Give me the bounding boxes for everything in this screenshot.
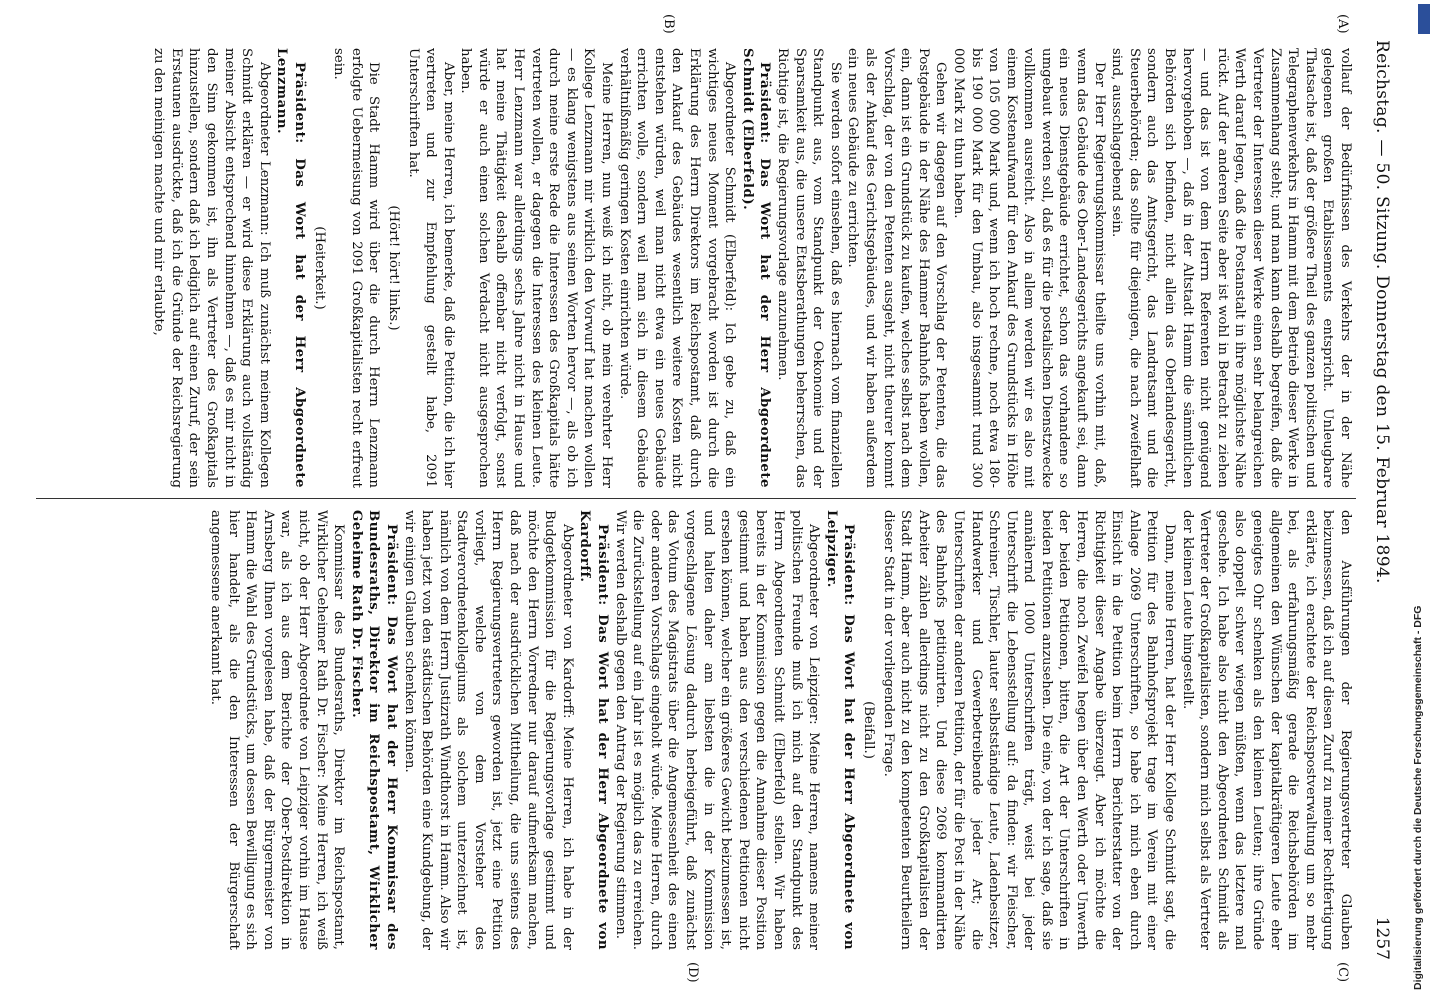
paragraph: Der Herr Regierungskommissar theilte uns vorhin mit, daß, wenn das Gebäude des Ober-Landesgerichts angekauft sei, dann ein neues Dienstgebäude errichtet, schon das vorhandene so umgebaut werden soll, daß es für die postalischen Dienstzwecke vollkommen ausreicht. Also in allem werden wir es also mit einem Kostenaufwand für den Ankauf des Grundstücks in Höhe von 105 000 Mark und, wenn ich hoch rechne, noch etwa 180- bis 190 000 Mark für den Umbau, also insgesammt rund 300 000 Mark zu thun haben. xyxy=(950,48,1107,488)
speaker-line: Präsident: Das Wort hat der Herr Abgeordnete von Kardorff. xyxy=(577,510,611,950)
column-divider xyxy=(36,498,1356,499)
paragraph: Sie werden sofort einsehen, daß es hiernach vom finanziellen Standpunkt aus, vom Standpunkt der Oekonomie und der Sparsamkeit aus, die unsere Etatsberathungen beherrschen, das Richtige ist, die Regierungsvorlage anzunehmen. xyxy=(775,48,843,488)
digitization-credit xyxy=(1410,560,1430,1000)
speaker-line: Präsident: Das Wort hat der Herr Abgeordnete von Leipziger. xyxy=(823,510,857,950)
margin-marker-d: (D) xyxy=(685,962,700,983)
paragraph: Abgeordneter von Leipziger: Meine Herren, namens meiner politischen Freunde muß ich mich auf den Standpunkt des Herrn Abgeordneten Schmidt (Elberfeld) stellen. Wir haben bereits in der Kommission gegen die Annahme dieser Position gestimmt und haben aus den verschiedenen Petitionen nicht ersehen können, welcher ein größeres Gewicht beizumessen ist, und halten daher am liebsten die in der Kommission vorgeschlagene Lösung dadurch herbeigeführt, daß zunächst das Votum des Magistrats über die Angemessenheit des einen oder anderen Vorschlags eingeholt würde. Meine Herren, durch die Zurückstellung auf ein Jahr ist es möglich das zu erreichen. Wir werden deshalb gegen den Antrag der Regierung stimmen. xyxy=(612,510,822,950)
paragraph: Abgeordneter Lenzmann: Ich muß zunächst meinem Kollegen Schmidt erklären — er wird diese Erklärung auch vollständig meiner Absicht entsprechend hinnehmen —, daß es mir nicht in den Sinn gekommen ist, ihn als Vertreter des Großkapitals hinzustellen, sondern daß ich lediglich auf einen Zuruf, der sein Erstaunen ausdrückte, daß ich die Gründe der Reichsregierung zu den meinigen machte und mir erlaubte, xyxy=(151,48,272,488)
margin-marker-a: (A) xyxy=(1335,14,1350,34)
paragraph: vollauf der Bedürfnissen des Verkehrs der in der Nähe gelegenen großen Etablissements entspricht. Unleugbare Thatsache ist, daß der größere Theil des ganzen politischen und Telegraphenverkehrs in Hamm mit dem Betrieb dieser Werke in Zusammenhang steht; und man kann deshalb begreifen, daß die Vertreter der Interessen dieser Werke einen sehr belangreichen Werth darauf legen, daß die Postanstalt in ihre möglichste Nähe rückt. Auf der anderen Seite aber ist wohl in Betracht zu ziehen — und das ist von dem Herrn Referenten nicht genügend hervorgehoben —, daß in der Altstadt Hamm die sämmtlichen Behörden sich befinden, nicht allein das Oberlandesgericht, sondern auch das Amtsgericht, das Landratsamt und die Steuerbehörden; das sollte für diejenigen, die nach zweifelhaft sind, ausschlaggebend sein. xyxy=(1109,48,1353,488)
digitization-credit-text: Digitalisierung gefördert durch die Deutsche Forschungsgemeinschaft - DFG xyxy=(1412,605,1424,990)
paragraph: Meine Herren, nun weiß ich nicht, ob mein verehrter Herr Kollege Lenzmann mir wirklich den Vorwurf hat machen wollen — es klang wenigstens aus seinen Worten hervor —, als ob ich durch meine erste Rede die Interessen des Großkapitals hätte vertreten wollen, er dagegen die Interessen des kleinen Leute. Herr Lenzmann war allerdings sechs Jahre nicht in Hause und hat meine Thätigkeit deshalb offenbar nicht verfolgt, sonst würde er auch einen solchen Verdacht nicht ausgesprochen haben. xyxy=(458,48,615,488)
dfg-logo xyxy=(1418,4,1430,34)
running-title: Reichstag. — 50. Sitzung. Donnerstag den 15. Februar 1894. xyxy=(1372,40,1392,584)
text-column-right xyxy=(206,510,1354,950)
paragraph: Abgeordneter von Kardorff: Meine Herren, ich habe in der Budgetkommission für die Regierungsvorlage gestimmt und möchte den Herrn Vorredner nur darauf aufmerksam machen, daß nach der ausdrücklichen Mittheilung, die uns seitens des Herrn Regierungsvertreters geworden ist, jetzt eine Petition vorliegt, welche von dem Vorsteher des Stadtverordnetenkollegiums als solchem unterzeichnet ist, nämlich von dem Herrn Justizrath Windthorst in Hamm. Also wir haben jetzt von den städtischen Behörden eine Kundgebung, der wir einigen Glauben schenken können. xyxy=(401,510,575,950)
interjection: (Heiterkeit.) xyxy=(311,226,327,310)
margin-marker-c: (C) xyxy=(1335,962,1350,983)
speaker-line: Präsident: Das Wort hat der Herr Abgeordnete Lenzmann. xyxy=(274,48,307,488)
margin-marker-b: (B) xyxy=(661,14,676,34)
paragraph: Abgeordneter Schmidt (Elberfeld): Ich gebe zu, daß ein wichtiges neues Moment vorgebracht worden ist durch die Erklärung des Herrn Direktors im Reichspostamt, daß durch den Ankauf des Gebäudes wesentlich weitere Kosten nicht entstehen würden, weil man nicht etwa ein neues Gebäude errichten wolle, sondern weil man sich in diesem Gebäude verhältnißmäßig geringen Kosten einrichten würde. xyxy=(616,48,738,488)
paragraph: Dann, meine Herren, hat der Herr Kollege Schmidt sagt, die Petition für des Bahnhofsprojekt trage im Verein mit einer Anlage 2069 Unterschriften, so habe ich mich eben durch Einsicht in die Petition beim Herrn Berichterstatter von der Richtigkeit dieser Angabe überzeugt. Aber ich möchte die Herren, die noch Zweifel hegen über den Werth oder Unwerth der beiden Petitionen, bitten, die Art der Unterschriften in beiden Petitionen anzusehen. Die eine, von der ich sage, daß sie annähernd 1000 Unterschriften trägt, weist bei jeder Unterschrift die Lebensstellung auf: da finden: wir Fleischer, Schreiner, Tischler, lauter selbstständige Leute, Ladenbesitzer, Handwerker und Gewerbetreibende jeder Art; die Unterschriften der anderen Petition, der für die Post in der Nähe des Bahnhofs petitionirten. Und diese 2069 kommandirten Arbeiter zählen allerdings nicht zu den Großkapitalisten der Stadt Hamm, aber auch nicht zu den kompetenten Beurtheilern dieser Stadt in der vorliegenden Frage. xyxy=(880,510,1178,950)
speaker-line: Präsident: Das Wort hat der Herr Kommissar des Bundesraths, Direktor im Reichspostamt, Wirklicher Geheime Rath Dr. Fischer. xyxy=(348,510,399,950)
paragraph: Aber, meine Herren, ich bemerke, daß die Petition, die ich hier vertreten und zur Empfehlung gestellt habe, 2091 Unterschriften hat. xyxy=(405,48,456,488)
document-page xyxy=(16,0,1416,1000)
paragraph: Gehen wir dagegen auf den Vorschlag der Petenten, die das Postgebäude in der Nähe des Hammer Bahnhofs haben wollen, ein, dann ist ein Grundstück zu kaufen, welches selbst nach dem Vorschlag, der von den Petenten ausgeht, nicht theurer kommt als der Ankauf des Gerichtsgebäudes, und wir haben außerdem ein neues Gebäude zu errichten. xyxy=(845,48,949,488)
text-column-left xyxy=(150,48,1354,488)
running-header xyxy=(1358,40,1398,960)
paragraph: Die Stadt Hamm wird über die durch Herrn Lenzmann erfolgte Uebermeisung von 2091 Großkapitalisten recht erfreut sein. xyxy=(331,48,382,488)
paragraph: den Ausführungen der Regierungsvertreter Glauben beizumessen, daß ich auf diesen Zuruf zu meiner Rechtfertigung erklärte, ich erachtete der Reichspostverwaltung um so mehr bei, als erfahrungsmäßig gerade die Reichsbehörden im allgemeinen den Wünschen der kapitalkräftigeren Leute eher geneigtes Ohr schenken als den kleinen Leuten; ihre Gründe also doppelt schwer wiegen müßten, wenn das letztere mal geschehe. Ich habe also nicht den Abgeordneten Schmidt als Vertreter der Großkapitalisten, sondern mich selbst als Vertreter der kleinen Leute hingestellt. xyxy=(1179,510,1353,950)
speaker-line: Präsident: Das Wort hat der Herr Abgeordnete Schmidt (Elberfeld). xyxy=(739,48,773,488)
interjection: (Beifall.) xyxy=(860,701,876,759)
paragraph: Kommissar des Bundesraths, Direktor im Reichspostamt, Wirklicher Geheimer Rath Dr. Fischer: Meine Herren, ich weiß nicht, ob der Herr Abgeordnete von Leipziger vorhin im Hause war, als ich aus dem Berichte der Ober-Postdirektion in Arnsberg Ihnen vorgelesen habe, daß der Bürgermeister von Hamm die Wahl des Grundstücks, um dessen Bewilligung es sich hier handelt, als die den Interessen der Bürgerschaft angemessene anerkannt hat. xyxy=(208,510,347,950)
interjection: (Hört! hört! links.) xyxy=(385,205,401,331)
page-number: 1257 xyxy=(1372,916,1392,960)
